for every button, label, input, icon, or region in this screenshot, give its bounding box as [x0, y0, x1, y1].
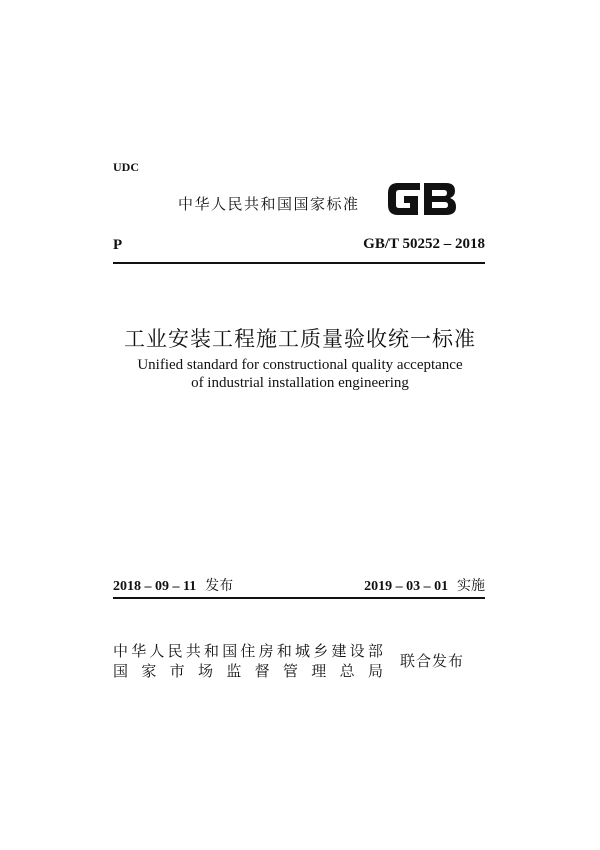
title-chinese: 工业安装工程施工质量验收统一标准: [124, 327, 476, 351]
publisher-char: 建: [331, 642, 347, 660]
publisher-line-2: [113, 660, 383, 681]
publisher-char: 管: [282, 662, 298, 680]
title-english-line-1: Unified standard for constructional quality acceptance: [137, 357, 463, 373]
implementation-label: 实施: [457, 578, 485, 594]
implementation-date: 2019 – 03 – 01: [364, 579, 449, 594]
publisher-line-1: [113, 640, 383, 661]
publisher-char: 家: [141, 662, 157, 680]
publisher-char: 国: [222, 642, 238, 660]
issue-date-block: [113, 575, 233, 595]
title-english: [0, 356, 600, 392]
publisher-char: 理: [311, 662, 327, 680]
title-english-line-2: of industrial installation engineering: [191, 375, 409, 391]
category-code: P: [113, 237, 123, 253]
publisher-char: 共: [185, 642, 201, 660]
publisher-char: 局: [367, 662, 383, 680]
publisher-char: 住: [240, 642, 256, 660]
publisher-char: 国: [113, 662, 129, 680]
publisher-char: 和: [276, 642, 292, 660]
udc-label: UDC: [113, 160, 139, 174]
implementation-date-block: [364, 575, 485, 595]
top-divider: [113, 262, 485, 264]
standard-number: GB/T 50252 – 2018: [363, 236, 485, 252]
publisher-char: 和: [204, 642, 220, 660]
publisher-char: 中: [113, 642, 129, 660]
publisher-char: 民: [167, 642, 183, 660]
publisher-char: 场: [197, 662, 213, 680]
issue-date: 2018 – 09 – 11: [113, 579, 197, 594]
publisher-char: 部: [367, 642, 383, 660]
national-standard-heading: 中华人民共和国国家标准: [178, 195, 360, 213]
gb-logo: [384, 175, 460, 223]
publisher-char: 人: [149, 642, 165, 660]
publisher-char: 华: [131, 642, 147, 660]
publisher-char: 房: [258, 642, 274, 660]
publisher-char: 督: [254, 662, 270, 680]
bottom-divider: [113, 597, 485, 599]
publisher-char: 市: [169, 662, 185, 680]
publisher-char: 城: [295, 642, 311, 660]
publisher-char: 乡: [313, 642, 329, 660]
publisher-char: 设: [349, 642, 365, 660]
publisher-char: 总: [339, 662, 355, 680]
joint-issue-label: 联合发布: [400, 652, 465, 670]
issue-label: 发布: [205, 578, 234, 594]
publisher-char: 监: [226, 662, 242, 680]
